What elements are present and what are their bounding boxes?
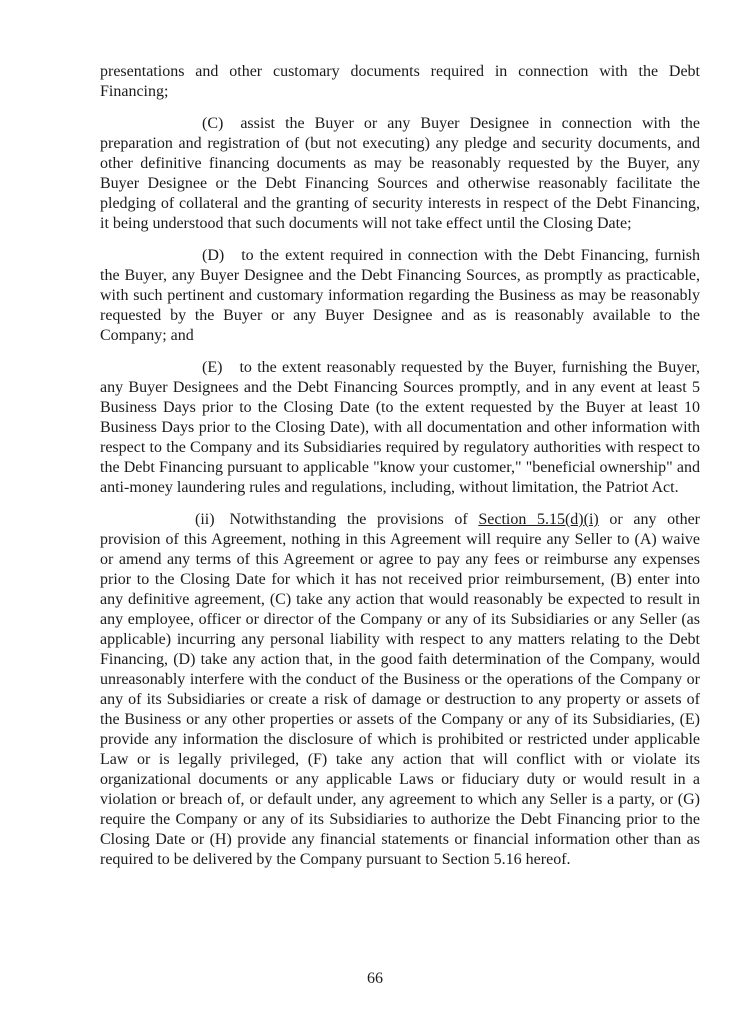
continuation-text: presentations and other customary documents required in connection with the Debt Financing; [100, 63, 700, 100]
paragraph-subsection-ii [100, 510, 700, 870]
clause-c-text: assist the Buyer or any Buyer Designee in connection with the preparation and registration of (but not executing) any pledge and security documents, and other definitive financing documents as may be reasonably requested by the Buyer, any Buyer Designee or the Debt Financing Sources and otherwise reasonably facilitate the pledging of collateral and the granting of security interests in respect of the Debt Financing, it being understood that such documents will not take effect until the Closing Date; [100, 115, 700, 232]
page-number-value: 66 [367, 970, 383, 987]
paragraph-clause-e [100, 358, 700, 498]
clause-e-text: to the extent reasonably requested by the Buyer, furnishing the Buyer, any Buyer Designees and the Debt Financing Sources promptly, and in any event at least 5 Business Days prior to the Closing Date (to the extent requested by the Buyer at least 10 Business Days prior to the Closing Date), with all documentation and other information with respect to the Company and its Subsidiaries required by regulatory authorities with respect to the Debt Financing pursuant to applicable "know your customer," "beneficial ownership" and anti-money laundering rules and regulations, including, without limitation, the Patriot Act. [100, 359, 700, 496]
clause-e-label: (E) [202, 359, 223, 376]
subsection-ii-label: (ii) [195, 511, 215, 528]
paragraph-continuation [100, 62, 700, 102]
clause-d-text: to the extent required in connection with the Debt Financing, furnish the Buyer, any Buyer Designee and the Debt Financing Sources, as promptly as practicable, with such pertinent and customary information regarding the Business as may be reasonably requested by the Buyer or any Buyer Designee and as is reasonably available to the Company; and [100, 247, 700, 344]
page-number [0, 970, 750, 988]
page-content [100, 62, 700, 870]
subsection-ii-text-after-link: or any other provision of this Agreement, nothing in this Agreement will require any Seller to (A) waive or amend any terms of this Agreement or agree to pay any fees or reimburse any expenses prior to the Closing Date for which it has not received prior reimbursement, (B) enter into any definitive agreement, (C) take any action that would reasonably be expected to result in any employee, officer or director of the Company or any of its Subsidiaries or any Seller (as applicable) incurring any personal liability with respect to any matters relating to the Debt Financing, (D) take any action that, in the good faith determination of the Company, would unreasonably interfere with the conduct of the Business or the operations of the Company or any of its Subsidiaries or create a risk of damage or destruction to any property or assets of the Business or any other properties or assets of the Company or any of its Subsidiaries, (E) provide any information the disclosure of which is prohibited or restricted under applicable Law or is legally privileged, (F) take any action that will conflict with or violate its organizational documents or any applicable Laws or fiduciary duty or would result in a violation or breach of, or default under, any agreement to which any Seller is a party, or (G) require the Company or any of its Subsidiaries to authorize the Debt Financing prior to the Closing Date or (H) provide any financial statements or financial information other than as required to be delivered by the Company pursuant to Section 5.16 hereof. [100, 511, 700, 868]
clause-c-label: (C) [202, 115, 224, 132]
clause-d-label: (D) [202, 247, 225, 264]
paragraph-clause-d [100, 246, 700, 346]
paragraph-clause-c [100, 114, 700, 234]
section-reference: Section 5.15(d)(i) [478, 511, 599, 528]
subsection-ii-text-before-link: Notwithstanding the provisions of [229, 511, 479, 528]
